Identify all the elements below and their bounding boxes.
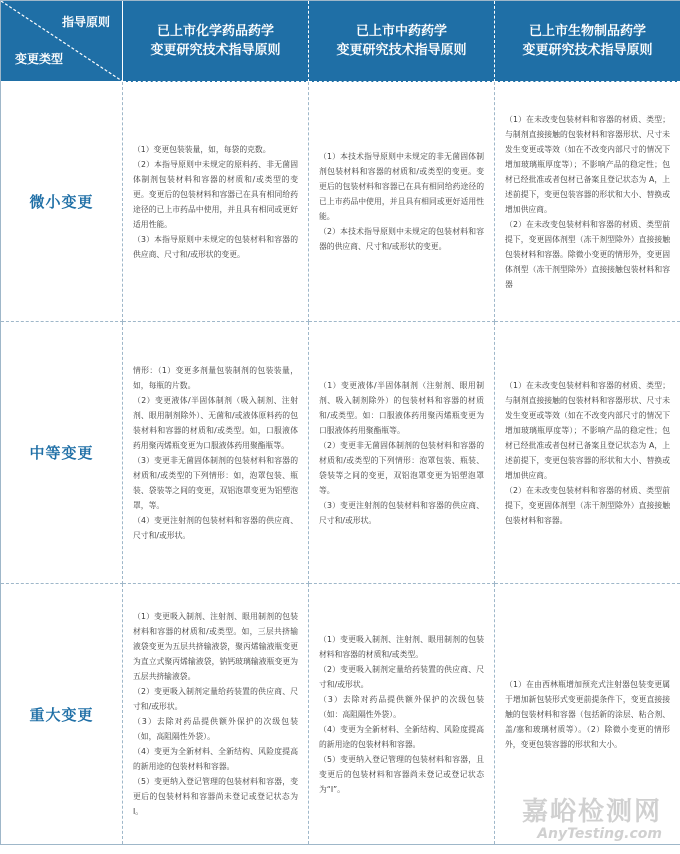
row-moderate-change: [1, 322, 680, 584]
paragraph: （4）变更为全新材料、全新结构、风险度提高的新用途的包装材料和容器。: [319, 724, 484, 749]
paragraph: （2）变更液体/半固体制剂（吸入制剂、注射剂、眼用制剂除外）、无菌和/或液体原料药的包装材料和容器的材质和/或类型。如，口服液体药用聚丙烯瓶变更为口服液体药用聚酯瓶等。: [133, 395, 298, 450]
column-header-chemical-line1: 已上市化学药品药学: [156, 24, 274, 39]
cell-major-tcm: [309, 584, 495, 845]
paragraph: （2）变更吸入制剂定量给药装置的供应商、尺寸和/或形状。: [319, 664, 484, 689]
cell-moderate-biologic: [495, 322, 680, 584]
corner-label-guideline: 指导原则: [61, 15, 110, 29]
paragraph: 情形：（1）变更多剂量包装制剂的包装装量，如，每瓶的片数。: [133, 365, 298, 390]
paragraph: （3）变更注射剂的包装材料和容器的供应商、尺寸和/或形状。: [319, 500, 484, 525]
row-label-moderate: 中等变更: [1, 322, 123, 584]
cell-moderate-chemical: [123, 322, 309, 584]
paragraph: （3）去除对药品提供额外保护的次级包装（如：高阻隔性外袋）。: [319, 694, 484, 719]
paragraph: （2）在未改变包装材料和容器的材质、类型前提下，变更固体剂型（冻干剂型除外）直接接触包装材料和容器。除微小变更的情形外，变更固体剂型（冻干剂型除外）直接接触包装材料和容器: [505, 219, 670, 289]
paragraph: （1）变更吸入制剂、注射剂、眼用制剂的包装材料和容器的材质和/或类型。: [319, 634, 484, 659]
column-header-tcm: [309, 1, 495, 82]
cell-minor-chemical: [123, 82, 309, 322]
paragraph: （2）本技术指导原则中未规定的包装材料和容器的供应商、尺寸和/或形状的变更。: [319, 227, 484, 251]
paragraph: （4）变更注射剂的包装材料和容器的供应商、尺寸和/或形状。: [133, 515, 298, 540]
row-label-minor: 微小变更: [1, 82, 123, 322]
row-minor-change: [1, 82, 680, 322]
column-header-chemical: [123, 1, 309, 82]
paragraph: （3）本指导原则中未规定的包装材料和容器的供应商、尺寸和/或形状的变更。: [133, 234, 298, 259]
cell-moderate-tcm: [309, 322, 495, 584]
paragraph: （3）变更非无菌固体制剂的包装材料和容器的材质和/或类型的下列情形：如，泡罩包装、瓶装、袋装等之间的变更，双铝泡罩变更为铝塑泡罩，等。: [133, 455, 298, 510]
header-row: [1, 1, 680, 82]
row-label-major: 重大变更: [1, 584, 123, 845]
paragraph: （1）在未改变包装材料和容器的材质、类型；与制剂直接接触的包装材料和容器形状、尺寸未发生变更或等效（如在不改变内部尺寸的情况下增加玻璃瓶厚度等）；不影响产品的稳定性；包材已经批准或者包材已备案且登记状态为 A，上述前提下，变更包装容器的形状和大小、替换或增加供应商。: [505, 380, 670, 480]
cell-major-chemical: [123, 584, 309, 845]
paragraph: （1）变更包装装量，如，每袋的克数。: [133, 144, 271, 154]
column-header-tcm-line1: 已上市中药药学: [355, 24, 447, 39]
paragraph: （2）在未改变包装材料和容器的材质、类型前提下，变更固体剂型（冻干剂型除外）直接接触包装材料和容器。: [505, 485, 670, 525]
paragraph: （1）变更吸入制剂、注射剂、眼用制剂的包装材料和容器的材质和/或类型。如，三层共挤输液袋变更为五层共挤输液袋，聚丙烯输液瓶变更为直立式聚丙烯输液袋，钠钙玻璃输液瓶变更为五层共挤输液袋。: [133, 612, 298, 681]
column-header-chemical-line2: 变更研究技术指导原则: [150, 43, 281, 58]
paragraph: （5）变更纳入登记管理的包装材料和容器，变更后的包装材料和容器尚未登记或登记状态为 I。: [133, 777, 298, 816]
paragraph: （1）在未改变包装材料和容器的材质、类型；与制剂直接接触的包装材料和容器形状、尺寸未发生变更或等效（如在不改变内部尺寸的情况下增加玻璃瓶厚度等）；不影响产品的稳定性；包材已经批准或者包材已备案且登记状态为 A，上述前提下，变更包装容器的形状和大小、替换或增加供应商。: [505, 114, 670, 214]
column-header-biologic: [495, 1, 680, 82]
paragraph: （2）变更吸入制剂定量给药装置的供应商、尺寸和/或形状。: [133, 687, 298, 711]
corner-label-change-type: 变更类型: [15, 52, 64, 66]
paragraph: （3）去除对药品提供额外保护的次级包装（如，高阻隔性外袋）。: [133, 717, 298, 741]
corner-header: [1, 1, 123, 82]
column-header-biologic-line1: 已上市生物制品药学: [528, 24, 646, 39]
column-header-biologic-line2: 变更研究技术指导原则: [522, 43, 653, 58]
paragraph: （1）变更液体/半固体制剂（注射剂、眼用制剂、吸入制剂除外）的包装材料和容器的材质和/或类型。如：口服液体药用聚丙烯瓶变更为口服液体药用聚酯瓶等。: [319, 380, 484, 435]
column-header-tcm-line2: 变更研究技术指导原则: [336, 43, 467, 58]
watermark: [522, 798, 662, 842]
paragraph: （2）本指导原则中未规定的原料药、非无菌固体制剂包装材料和容器的材质和/或类型的变更。变更后的包装材料和容器已在具有相同给药途径的已上市药品中使用，并且具有相同或更好适用性能。: [133, 159, 298, 229]
paragraph: （4）变更为全新材料、全新结构、风险度提高的新用途的包装材料和容器。: [133, 747, 298, 771]
watermark-cn: 嘉峪检测网: [521, 797, 662, 827]
watermark-en: AnyTesting.com: [537, 826, 662, 842]
paragraph: （1）本技术指导原则中未规定的非无菌固体制剂包装材料和容器的材质和/或类型的变更。变更后的包装材料和容器已在具有相同给药途径的已上市药品中使用，并且具有相同或更好适用性能。: [319, 152, 484, 221]
paragraph: （2）变更非无菌固体制剂的包装材料和容器的材质和/或类型的下列情形：泡罩包装、瓶装、袋装等之间的变更，双铝泡罩变更为铝塑泡罩等。: [319, 440, 484, 495]
paragraph: （1）在由西林瓶增加预充式注射器包装变更属于增加新包装形式变更前提条件下，变更直接接触的包装材料和容器（包括新的涂层、粘合剂、盖/塞和玻璃材质等）。（2）除微小变更的情形外，变更包装容器的形状和大小。: [505, 679, 670, 749]
cell-minor-biologic: [495, 82, 680, 322]
cell-minor-tcm: [309, 82, 495, 322]
paragraph: （5）变更纳入登记管理的包装材料和容器，且变更后的包装材料和容器尚未登记或登记状态为“I”。: [319, 754, 484, 794]
